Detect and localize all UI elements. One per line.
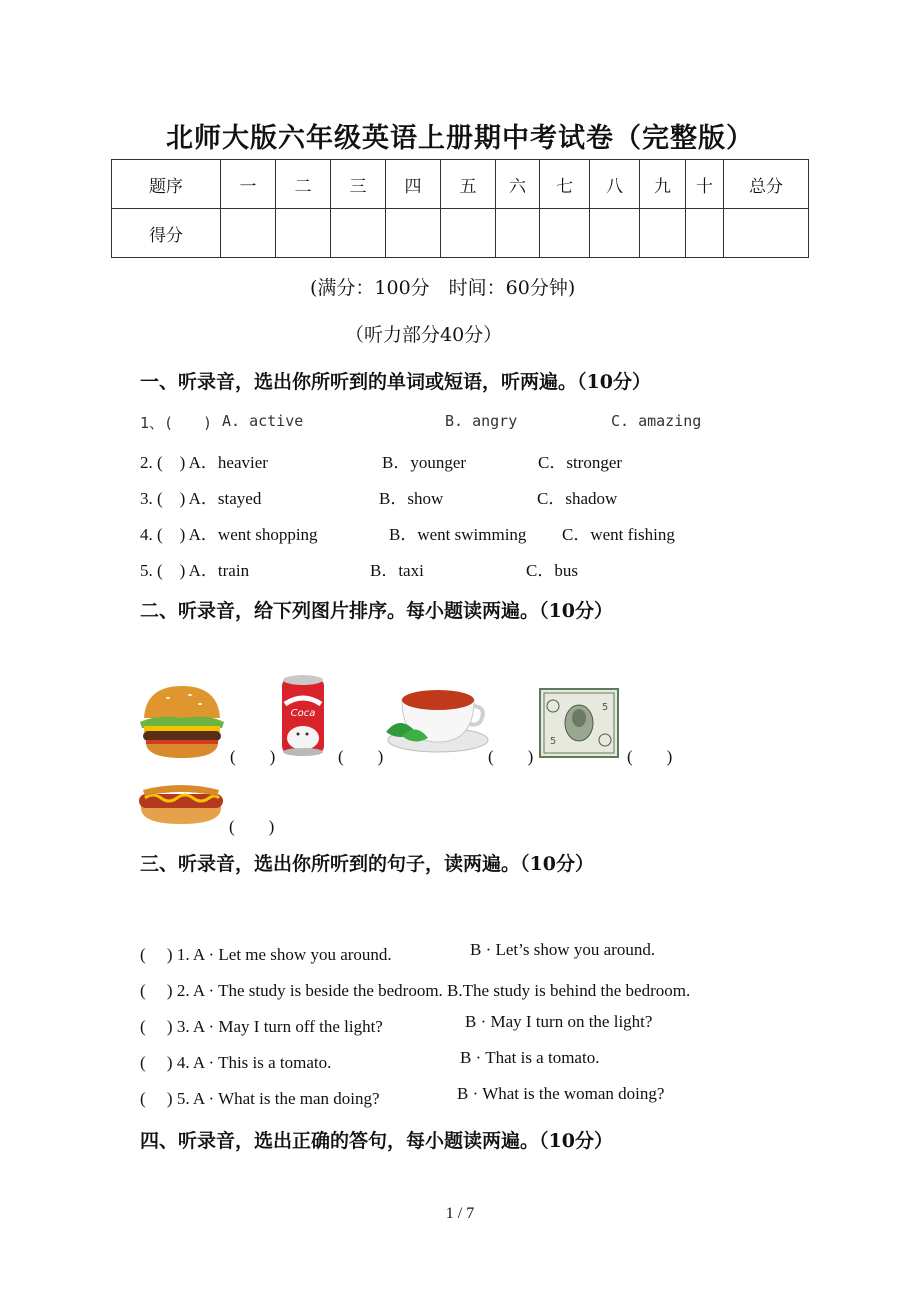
hot-dog-picture xyxy=(137,778,225,828)
blank-dollar[interactable]: ( ) xyxy=(627,747,673,766)
blank-tea[interactable]: ( ) xyxy=(488,747,534,766)
q2-option-c: C．stronger xyxy=(538,453,623,472)
svg-text:Coca: Coca xyxy=(290,708,316,719)
q3-option-c: C．shadow xyxy=(537,489,618,508)
dollar-bill-picture xyxy=(539,688,619,758)
blank-hamburger[interactable]: ( ) xyxy=(230,747,276,766)
score-table-header-row xyxy=(112,160,809,209)
blank-cola[interactable]: ( ) xyxy=(338,747,384,766)
q1-number: 1、( ) xyxy=(140,414,213,432)
s3-q5-option-b: B · What is the woman doing? xyxy=(457,1084,665,1103)
cola-can-picture xyxy=(279,674,327,758)
col-8: 八 xyxy=(590,160,640,209)
score-cell[interactable] xyxy=(496,209,540,258)
q5-option-b: B．taxi xyxy=(370,561,424,580)
tea-cup-picture xyxy=(382,684,490,756)
q2-option-b: B．younger xyxy=(382,453,467,472)
row-label-score: 得分 xyxy=(112,209,221,258)
s3-q3-option-a: ( ) 3. A · May I turn off the light? xyxy=(140,1017,383,1036)
q4-option-a: 4. ( ) A．went shopping xyxy=(140,525,318,544)
col-1: 一 xyxy=(221,160,276,209)
q3-option-b: B．show xyxy=(379,489,444,508)
svg-text:5: 5 xyxy=(549,736,557,747)
score-cell[interactable] xyxy=(441,209,496,258)
col-10: 十 xyxy=(686,160,724,209)
score-cell[interactable] xyxy=(640,209,686,258)
q5-option-c: C．bus xyxy=(526,561,578,580)
col-9: 九 xyxy=(640,160,686,209)
score-cell[interactable] xyxy=(686,209,724,258)
s3-q4-option-b: B · That is a tomato. xyxy=(460,1048,600,1067)
col-4: 四 xyxy=(386,160,441,209)
q1-option-a: A. active xyxy=(222,412,304,430)
score-table-score-row xyxy=(112,209,809,258)
blank-hotdog[interactable]: ( ) xyxy=(229,817,275,836)
score-cell[interactable] xyxy=(590,209,640,258)
score-cell[interactable] xyxy=(540,209,590,258)
score-cell[interactable] xyxy=(221,209,276,258)
s3-q4-option-a: ( ) 4. A · This is a tomato. xyxy=(140,1053,332,1072)
s3-q1-option-a: ( ) 1. A · Let me show you around. xyxy=(140,945,392,964)
score-time-info: (满分：100分 时间：60分钟) xyxy=(310,277,576,299)
s3-q5-option-a: ( ) 5. A · What is the man doing? xyxy=(140,1089,380,1108)
section2-heading: 二、听录音，给下列图片排序。每小题读两遍。（10分） xyxy=(140,600,613,622)
col-5: 五 xyxy=(441,160,496,209)
section4-heading: 四、听录音，选出正确的答句，每小题读两遍。（10分） xyxy=(140,1130,613,1152)
s3-q2-options: ( ) 2. A · The study is beside the bedroom. B.The study is behind the bedroom. xyxy=(140,981,691,1000)
s3-q3-option-b: B · May I turn on the light? xyxy=(465,1012,653,1031)
q5-option-a: 5. ( ) A．train xyxy=(140,561,250,580)
page-number: 1 / 7 xyxy=(445,1205,475,1222)
s3-q1-option-b: B · Let’s show you around. xyxy=(470,940,656,959)
col-7: 七 xyxy=(540,160,590,209)
page-title: 北师大版六年级英语上册期中考试卷（完整版） xyxy=(166,123,754,154)
score-cell[interactable] xyxy=(724,209,809,258)
q4-option-c: C．went fishing xyxy=(562,525,675,544)
q2-option-a: 2. ( ) A．heavier xyxy=(140,453,268,472)
listening-part-label: （听力部分40分） xyxy=(345,324,503,346)
row-label-order: 题序 xyxy=(112,160,221,209)
q3-option-a: 3. ( ) A．stayed xyxy=(140,489,262,508)
col-3: 三 xyxy=(331,160,386,209)
col-2: 二 xyxy=(276,160,331,209)
svg-text:5: 5 xyxy=(601,702,609,713)
score-cell[interactable] xyxy=(276,209,331,258)
section3-heading: 三、听录音，选出你所听到的句子，读两遍。（10分） xyxy=(140,853,594,875)
q1-option-c: C. amazing xyxy=(611,412,702,430)
score-cell[interactable] xyxy=(331,209,386,258)
col-6: 六 xyxy=(496,160,540,209)
score-cell[interactable] xyxy=(386,209,441,258)
score-table xyxy=(111,159,809,258)
q4-option-b: B．went swimming xyxy=(389,525,527,544)
section1-heading: 一、听录音，选出你所听到的单词或短语，听两遍。（10分） xyxy=(140,371,651,393)
col-total: 总分 xyxy=(724,160,809,209)
hamburger-picture xyxy=(138,684,226,760)
q1-option-b: B. angry xyxy=(445,412,518,430)
